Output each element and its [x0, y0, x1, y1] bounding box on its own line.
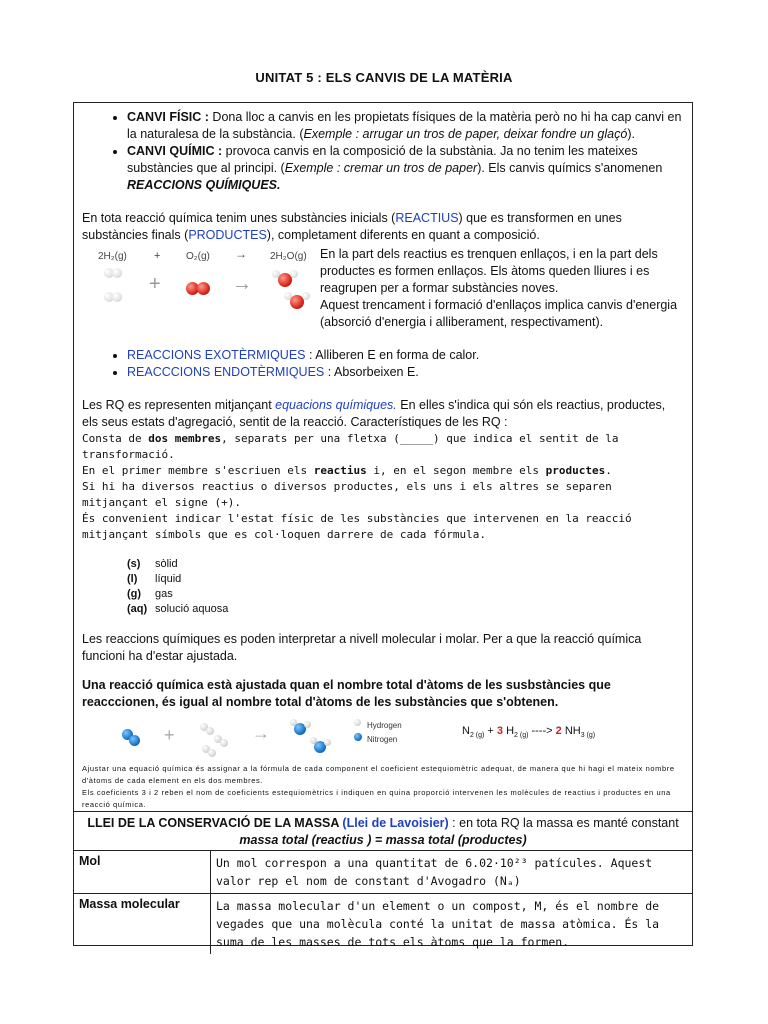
state-item — [127, 557, 684, 572]
exothermic-label: REACCIONS EXOTÈRMIQUES — [127, 348, 306, 362]
hydrogen-atom — [290, 719, 297, 726]
rq-line-0c: , separats per una fletxa ( — [221, 432, 400, 445]
bullet-chemical-change — [127, 143, 684, 194]
hydrogen-atom — [302, 292, 310, 300]
table-row — [74, 894, 692, 955]
endothermic-text: : Absorbeixen E. — [324, 365, 419, 379]
reaction-types-list — [82, 347, 684, 381]
arrow-label: → — [235, 247, 247, 261]
reaction-intro-b: ) que es transformen en unes substàncies finals ( — [82, 211, 622, 242]
exothermic-item — [127, 347, 684, 364]
mass-law-section — [74, 811, 692, 949]
stoichiometry-notes — [82, 763, 684, 811]
reactius-term: REACTIUS — [395, 211, 459, 225]
state-1-sym: (l) — [127, 573, 138, 585]
physical-change-tail: ). — [627, 127, 635, 141]
hydrogen-legend: Hydrogen — [367, 721, 402, 730]
rq-line-1b: reactius — [313, 464, 367, 477]
hydrogen-atom — [290, 270, 298, 278]
rq-line-0b: dos membres — [148, 432, 222, 445]
state-3-name: solució aquosa — [155, 603, 229, 615]
rq-line-1a: En el primer membre s'escriuen els — [82, 464, 314, 477]
definition-cell: La massa molecular d'un element o un compost, M, és el nombre de vegades que una molècula conté la unitat de massa atòmica. És la suma de les masses de tots els àtoms que la formen. — [211, 894, 693, 955]
nitrogen-atom — [129, 735, 140, 746]
eq-nh3-sub: 3 (g) — [580, 732, 596, 740]
rq-line — [82, 431, 684, 463]
endothermic-label: REACCCIONS ENDOTÈRMIQUES — [127, 365, 325, 379]
rq-line-0d: _____ — [399, 432, 434, 445]
rq-line-1d: productes — [545, 464, 606, 477]
hydrogen-atom — [112, 292, 122, 302]
physical-change-label: CANVI FÍSIC : — [127, 110, 209, 124]
coefficient-3: 3 — [496, 725, 504, 737]
rq-characteristics — [82, 431, 684, 543]
eq-n2-sub: 2 (g) — [469, 732, 485, 740]
eq-n2: N — [462, 725, 470, 737]
nitrogen-legend: Nitrogen — [367, 735, 398, 744]
rq-line — [82, 463, 684, 479]
chemical-change-text: provoca canvis en la composició de la substània. Ja no tenim les mateixes substàncies que al principi. ( — [127, 144, 638, 175]
coefficient-2: 2 — [555, 725, 562, 737]
bond-text: En la part dels reactius es trenquen enllaços, i en la part dels productes es formen enllaços. Els àtoms queden lliures i es reagrupen per a formar substàncies noves. — [320, 247, 658, 295]
reaction-intro-c: ), completament diferents en quant a composició. — [266, 228, 540, 242]
hydrogen-atom — [304, 721, 311, 728]
chemical-change-example: Exemple : cremar un tros de paper — [284, 161, 478, 175]
rq-line: És convenient indicar l'estat físic de les substàncies que intervenen en la reacció mitjançant símbols que es col·loquen darrere de cada fórmula. — [82, 512, 632, 541]
physical-change-text: Dona lloc a canvis en les propietats físiques de la matèria però no hi ha cap canvi en la naturalesa de la substància. ( — [127, 110, 682, 141]
law-c: : en tota RQ la massa es manté constant — [448, 816, 679, 830]
main-section — [74, 103, 692, 811]
eq-plus: + — [484, 725, 497, 737]
states-list — [82, 557, 684, 617]
rq-line: Si hi ha diversos reactius o diversos productes, els uns i els altres se separen mitjançant el signe (+). — [82, 480, 612, 509]
state-0-name: sòlid — [155, 558, 178, 570]
eq-h2: H — [503, 725, 515, 737]
bullet-physical-change — [127, 109, 684, 143]
hydrogen-atom — [220, 739, 228, 747]
eq-arrow: ----> — [528, 725, 556, 737]
definitions-table — [74, 850, 692, 954]
eq-h2-sub: 2 (g) — [514, 732, 529, 740]
bond-text-block — [320, 246, 684, 331]
change-types-list — [82, 109, 684, 194]
reaction-intro-a: En tota reacció química tenim unes substàncies inicials ( — [82, 211, 396, 225]
reaction-intro — [82, 210, 684, 244]
hydrogen-atom — [206, 727, 214, 735]
rq-line-0e: ) que indica el sentit de la transformació. — [82, 432, 619, 461]
exothermic-text: : Alliberen E en forma de calor. — [305, 348, 480, 362]
chemical-equations-term: equacions químiques. — [275, 398, 397, 412]
term-cell: Massa molecular — [74, 894, 211, 955]
bond-block — [82, 246, 684, 331]
hydrogen-atom — [310, 737, 317, 744]
productes-term: PRODUCTES — [188, 228, 267, 242]
rq-intro — [82, 397, 684, 431]
rq-line-1c: i, en el segon membre els — [366, 464, 546, 477]
ammonia-diagram — [82, 719, 684, 759]
mass-equation: massa total (reactius ) = massa total (productes) — [239, 833, 527, 847]
state-1-name: líquid — [155, 573, 182, 585]
plus-icon: + — [149, 273, 161, 295]
plus-label: + — [154, 250, 161, 262]
ammonia-equation — [462, 723, 595, 744]
water-reaction-diagram — [82, 246, 320, 316]
hydrogen-legend-dot — [354, 719, 361, 726]
lavoisier-term: (Llei de Lavoisier) — [342, 816, 449, 830]
table-row — [74, 851, 692, 894]
state-3-sym: (aq) — [127, 603, 148, 615]
plus-icon: + — [164, 725, 175, 745]
state-item — [127, 587, 684, 602]
eq-nh3: NH — [561, 725, 581, 737]
o2-label: O₂(g) — [186, 251, 210, 262]
state-2-name: gas — [155, 588, 173, 600]
h2-label: 2H₂(g) — [98, 251, 127, 262]
rq-intro-b: En elles s'indica qui són els reactius, productes, els seus estats d'agregació, sentit de la reacció. Característiques de les RQ : — [82, 398, 666, 429]
coefficients-note: Els coeficients 3 i 2 reben el nom de coeficients estequiomètrics i indiquen en quina proporció intervenen les molècules de reactius i productes en una reacció química. — [82, 788, 671, 809]
law-a: LLEI DE LA CONSERVACIÓ DE LA MASSA — [87, 816, 343, 830]
hydrogen-atom — [208, 749, 216, 757]
arrow-icon: → — [252, 723, 270, 743]
state-2-sym: (g) — [127, 588, 142, 600]
state-item — [127, 602, 684, 617]
chemical-reactions-emph: REACCIONS QUÍMIQUES. — [127, 178, 281, 192]
hydrogen-atom — [112, 268, 122, 278]
definition-cell: Un mol correspon a una quantitat de 6.02·10²³ patícules. Aquest valor rep el nom de constant d'Avogadro (Nₐ) — [211, 851, 693, 894]
state-0-sym: (s) — [127, 558, 141, 570]
energy-text: Aquest trencament i formació d'enllaços implica canvis d'energia (absorció d'energia i alliberament, respectivament). — [320, 298, 678, 329]
endothermic-item — [127, 364, 684, 381]
h2o-label: 2H₂O(g) — [270, 251, 307, 262]
page-title: UNITAT 5 : ELS CANVIS DE LA MATÈRIA — [255, 70, 513, 85]
adjust-note: Ajustar una equació química és assignar a la fórmula de cada component el coeficient estequiomètric adequat, de manera que hi hagi el mateix nombre d'àtoms de cada element en els dos membres. — [82, 764, 675, 785]
interpret-text: Les reaccions químiques es poden interpretar a nivell molecular i molar. Per a que la reacció química funcioni ha d'estar ajustada. — [82, 632, 642, 663]
content-frame — [73, 102, 693, 949]
chemical-change-label: CANVI QUÍMIC : — [127, 144, 223, 158]
rq-intro-a: Les RQ es representen mitjançant — [82, 398, 276, 412]
state-item — [127, 572, 684, 587]
mass-law-heading — [74, 812, 692, 851]
oxygen-atom — [197, 282, 210, 295]
hydrogen-atom — [324, 739, 331, 746]
rq-line-1e: . — [605, 464, 612, 477]
rq-line-0a: Consta de — [82, 432, 149, 445]
physical-change-example: Exemple : arrugar un tros de paper, deixar fondre un glaçó — [303, 127, 628, 141]
arrow-icon: → — [232, 273, 252, 295]
chemical-change-tail: ). Els canvis químics s'anomenen — [477, 161, 663, 175]
nitrogen-legend-dot — [354, 733, 362, 741]
term-cell: Mol — [74, 851, 211, 894]
adjusted-text: Una reacció química està ajustada quan el nombre total d'àtoms de les susbstàncies que reacccionen, és igual al nombre total d'àtoms de les substàncies que s'obtenen. — [82, 678, 611, 709]
